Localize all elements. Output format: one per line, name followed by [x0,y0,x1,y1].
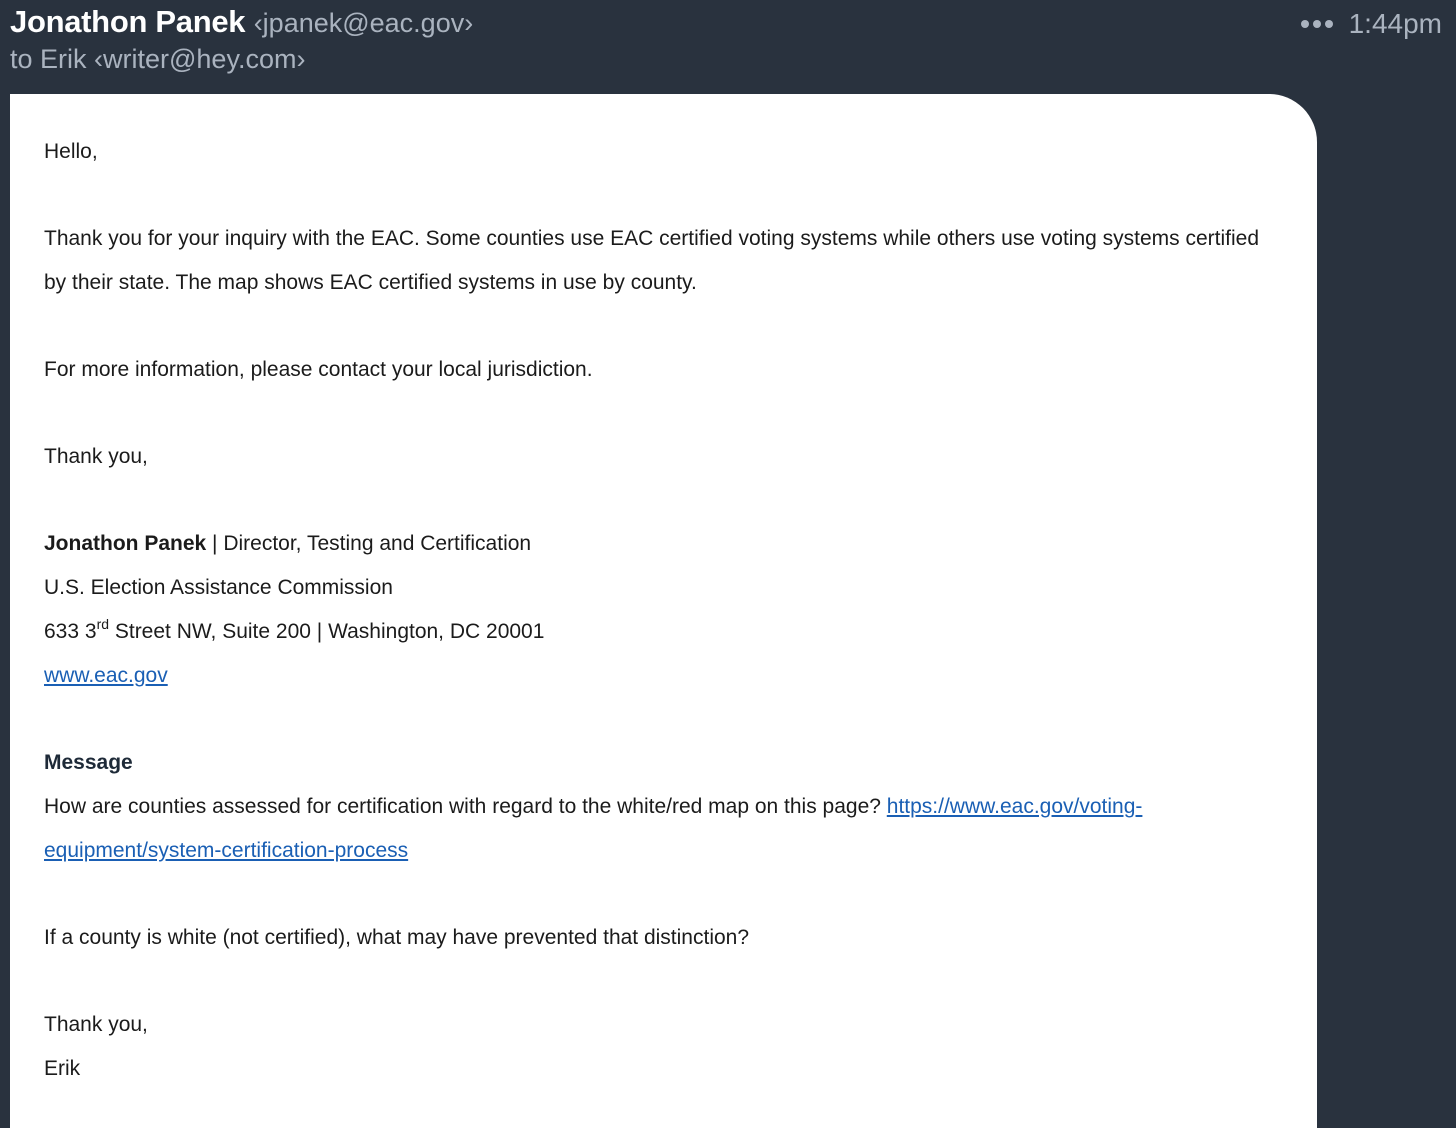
address-ordinal: rd [96,616,110,632]
address-number: 633 3 [44,620,97,643]
spacer [44,960,1284,1003]
spacer [44,698,1284,741]
message-label: Message [44,751,133,774]
signature-website-line [44,654,1284,698]
message-closing: Thank you, [44,1013,148,1036]
message-question-text: How are counties assessed for certification with regard to the white/red map on this page? [44,795,887,818]
timestamp: 1:44pm [1348,8,1442,39]
email-body-card [10,94,1317,1128]
signature-name: Jonathon Panek [44,532,207,555]
certification-process-link[interactable]: https://www.eac.gov/voting-equipment/system-certification-process [44,795,1143,862]
message-question [44,785,1284,873]
signature-title: | Director, Testing and Certification [206,532,532,555]
address-rest: Street NW, Suite 200 | Washington, DC 20001 [109,620,545,643]
email-body [44,130,1284,1091]
spacer [44,873,1284,916]
closing: Thank you, [44,445,148,468]
signature-name-line [44,522,1284,566]
email-header [0,0,1456,94]
message-signoff: Erik [44,1057,81,1080]
sender-email[interactable]: ‹jpanek@eac.gov› [253,8,474,38]
body-paragraph: Thank you for your inquiry with the EAC. Some counties use EAC certified voting systems while others use voting systems certified by their state. The map shows EAC certified systems in use by county. [44,227,1260,294]
more-dot [1301,20,1309,28]
more-horizontal-icon[interactable] [1299,16,1335,32]
from-line [10,4,473,40]
message-question-2: If a county is white (not certified), what may have prevented that distinction? [44,926,750,949]
signature-address [44,610,1284,654]
more-dot [1325,20,1333,28]
more-dot [1313,20,1321,28]
website-link[interactable]: www.eac.gov [44,664,168,687]
spacer [44,174,1284,217]
header-meta [1299,8,1442,40]
spacer [44,305,1284,348]
signature-org: U.S. Election Assistance Commission [44,576,393,599]
spacer [44,392,1284,435]
spacer [44,479,1284,522]
greeting: Hello, [44,140,98,163]
body-paragraph: For more information, please contact your local jurisdiction. [44,358,593,381]
recipient-line: to Erik ‹writer@hey.com› [10,44,306,74]
sender-name[interactable]: Jonathon Panek [10,4,246,39]
